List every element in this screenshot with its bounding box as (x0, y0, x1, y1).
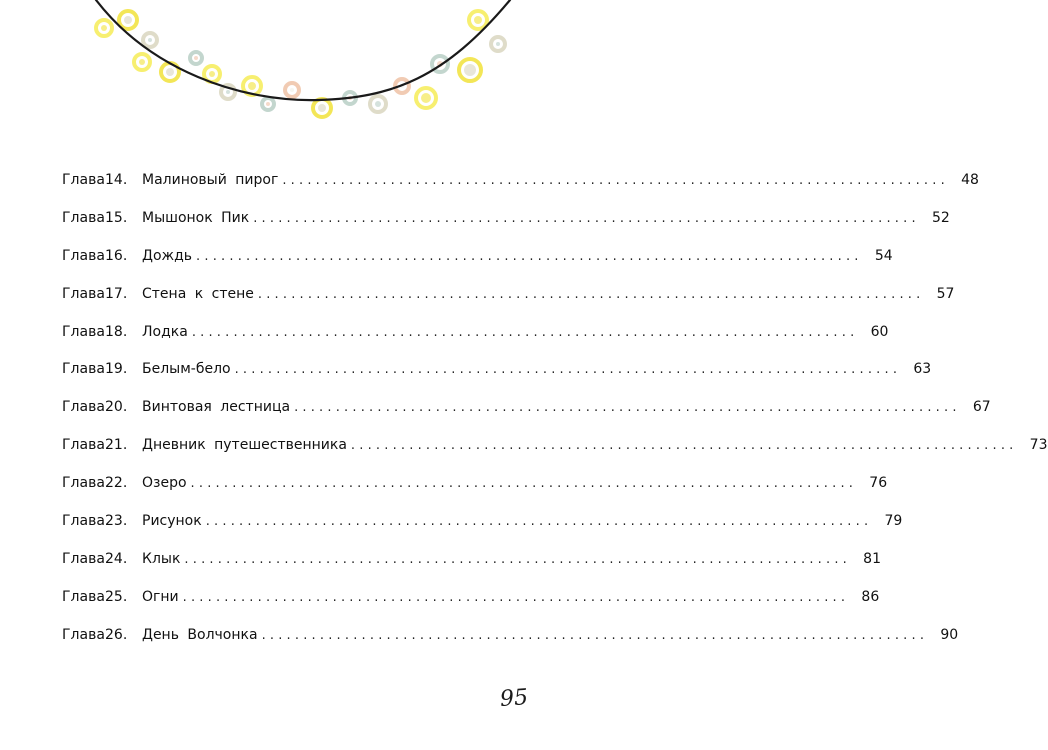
chapter-page: 73 (1029, 437, 1048, 454)
chapter-page: 54 (874, 247, 893, 264)
chapter-page: 52 (931, 209, 950, 226)
chapter-page: 79 (884, 513, 903, 530)
garland-bead-center (248, 82, 256, 90)
dot-leader: ................................................................................ (182, 589, 850, 605)
chapter-page: 90 (940, 626, 959, 643)
chapter-page: 86 (861, 588, 880, 605)
garland-bead-center (139, 59, 145, 65)
chapter-number: 24. (105, 550, 128, 567)
toc-entry (62, 361, 932, 399)
chapter-title: Озеро (142, 475, 187, 492)
chapter-title: Белым-бело (142, 361, 231, 378)
dot-leader: ................................................................................ (196, 248, 863, 264)
garland-bead-center (226, 90, 230, 94)
chapter-title: Малиновый пирог (142, 172, 279, 188)
chapter-title: День Волчонка (142, 626, 258, 643)
chapter-title: Винтовая лестница (142, 399, 291, 416)
dot-leader: ................................................................................ (191, 324, 859, 340)
chapter-title: Рисунок (142, 513, 202, 530)
chapter-number: 16. (105, 247, 128, 264)
chapter-page: 57 (936, 285, 955, 302)
chapter-number: 25. (105, 588, 128, 605)
chapter-title: Огни (142, 588, 179, 605)
dot-leader: ................................................................................ (253, 210, 920, 226)
garland-bead-center (101, 25, 107, 31)
chapter-label: Глава (62, 437, 105, 454)
chapter-number: 18. (105, 323, 128, 340)
toc-entry (62, 172, 979, 210)
chapter-page: 48 (961, 172, 979, 188)
chapter-label: Глава (62, 475, 105, 492)
garland-bead-center (194, 56, 198, 60)
chapter-label: Глава (62, 247, 105, 264)
chapter-number: 14. (105, 172, 128, 188)
garland-bead-center (421, 93, 431, 103)
chapter-label: Глава (62, 285, 105, 302)
dot-leader: ................................................................................ (261, 627, 929, 643)
chapter-label: Глава (62, 323, 105, 340)
garland-bead-center (266, 102, 270, 106)
garland-bead-center (474, 16, 482, 24)
chapter-page: 76 (869, 475, 888, 492)
toc-entry (62, 588, 880, 627)
chapter-page: 60 (870, 323, 889, 340)
dot-leader: ................................................................................ (190, 476, 858, 492)
garland-string (96, 0, 510, 100)
chapter-title: Клык (142, 550, 181, 567)
chapter-number: 15. (105, 209, 128, 226)
toc-entry (62, 550, 881, 589)
garland-bead-center (290, 88, 294, 92)
chapter-number: 21. (105, 437, 128, 454)
garland-bead-center (375, 101, 381, 107)
chapter-title: Стена к стене (142, 285, 254, 302)
dot-leader: ................................................................................ (350, 438, 1018, 454)
chapter-label: Глава (62, 399, 105, 416)
dot-leader: ................................................................................ (234, 362, 902, 378)
chapter-page: 67 (972, 399, 991, 416)
toc-entry (62, 285, 955, 324)
chapter-label: Глава (62, 588, 105, 605)
dot-leader: ................................................................................ (282, 173, 949, 188)
chapter-label: Глава (62, 172, 105, 188)
toc-entry (62, 247, 893, 286)
chapter-title: Дневник путешественника (142, 437, 347, 454)
chapter-number: 23. (105, 513, 128, 530)
toc-entry (62, 626, 959, 665)
garland-bead-center (209, 71, 215, 77)
garland-bead-center (166, 68, 174, 76)
chapter-title: Лодка (142, 323, 188, 340)
toc-entry (62, 437, 1048, 475)
dot-leader: ................................................................................ (294, 400, 961, 416)
chapter-number: 19. (105, 361, 128, 378)
chapter-number: 26. (105, 626, 128, 643)
toc-entry (62, 475, 888, 513)
page-number: 95 (499, 685, 529, 712)
chapter-label: Глава (62, 626, 105, 643)
garland-illustration (0, 0, 600, 130)
dot-leader: ................................................................................ (184, 551, 851, 567)
table-of-contents (62, 172, 1048, 665)
chapter-title: Мышонок Пик (142, 209, 250, 226)
garland-bead-center (148, 38, 152, 42)
chapter-number: 22. (105, 475, 128, 492)
chapter-page: 63 (913, 361, 932, 378)
chapter-number: 20. (105, 399, 128, 416)
toc-entry (62, 323, 889, 362)
chapter-page: 81 (863, 550, 881, 567)
chapter-number: 17. (105, 285, 128, 302)
garland-bead-center (124, 16, 132, 24)
chapter-label: Глава (62, 209, 105, 226)
toc-entry (62, 399, 991, 437)
garland-bead-center (318, 104, 326, 112)
garland-bead-center (464, 64, 476, 76)
dot-leader: ................................................................................ (257, 286, 925, 302)
chapter-label: Глава (62, 513, 105, 530)
garland-bead-center (496, 42, 500, 46)
toc-entry (62, 209, 950, 248)
dot-leader: ................................................................................ (205, 514, 873, 530)
toc-entry (62, 513, 903, 551)
chapter-label: Глава (62, 550, 105, 567)
chapter-label: Глава (62, 361, 105, 378)
chapter-title: Дождь (142, 247, 193, 264)
